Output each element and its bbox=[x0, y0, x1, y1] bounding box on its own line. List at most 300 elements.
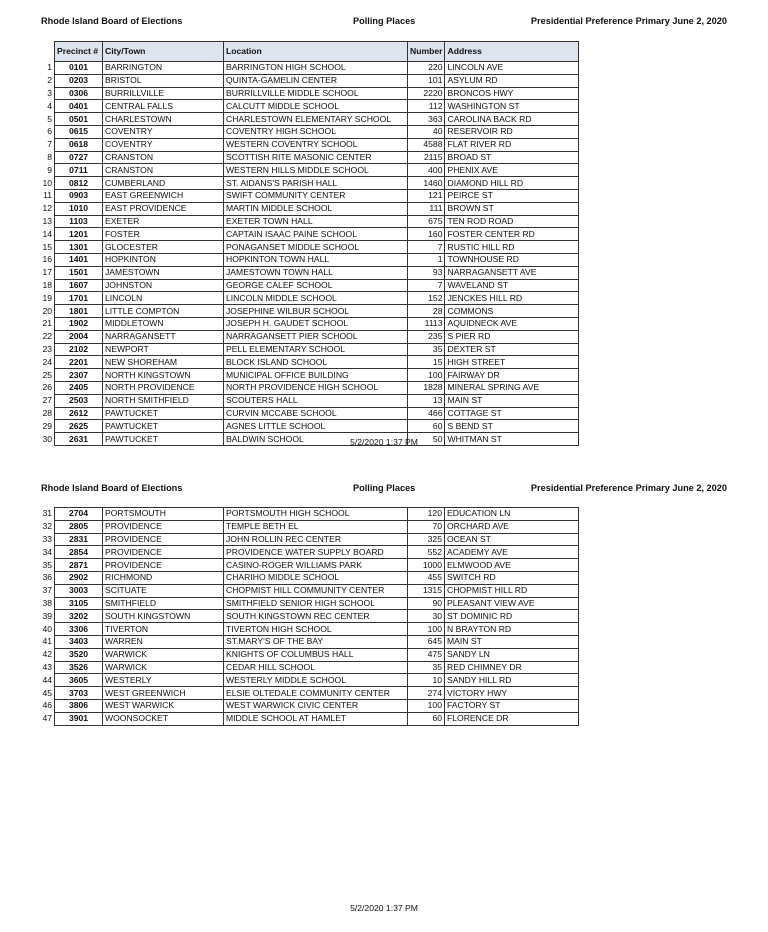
row-index: 44 bbox=[42, 674, 52, 685]
city-cell: NEW SHOREHAM bbox=[103, 356, 224, 369]
city-cell: CUMBERLAND bbox=[103, 177, 224, 190]
table-row bbox=[34, 317, 579, 330]
row-index-header bbox=[34, 42, 55, 62]
number-cell: 455 bbox=[408, 571, 445, 584]
address-cell: SWITCH RD bbox=[445, 571, 579, 584]
address-cell: RED CHIMNEY DR bbox=[445, 661, 579, 674]
precinct-cell: 1010 bbox=[55, 202, 103, 215]
number-cell: 90 bbox=[408, 597, 445, 610]
precinct-cell: 1902 bbox=[55, 317, 103, 330]
city-cell: NARRAGANSETT bbox=[103, 330, 224, 343]
city-cell: NORTH SMITHFIELD bbox=[103, 394, 224, 407]
row-index: 33 bbox=[42, 533, 52, 544]
city-cell: WEST WARWICK bbox=[103, 699, 224, 712]
row-index: 21 bbox=[42, 318, 52, 329]
report-title: Polling Places bbox=[353, 483, 416, 493]
row-index: 43 bbox=[42, 661, 52, 672]
precinct-cell: 1501 bbox=[55, 266, 103, 279]
number-cell: 475 bbox=[408, 648, 445, 661]
table-row bbox=[34, 508, 579, 521]
address-cell: S BEND ST bbox=[445, 420, 579, 433]
number-cell: 2220 bbox=[408, 87, 445, 100]
precinct-cell: 3105 bbox=[55, 597, 103, 610]
city-cell: FOSTER bbox=[103, 228, 224, 241]
row-index: 12 bbox=[42, 203, 52, 214]
address-cell: ST DOMINIC RD bbox=[445, 610, 579, 623]
location-cell: GEORGE CALEF SCHOOL bbox=[224, 279, 408, 292]
city-cell: PORTSMOUTH bbox=[103, 508, 224, 521]
row-index: 35 bbox=[42, 559, 52, 570]
number-cell: 35 bbox=[408, 661, 445, 674]
org-name: Rhode Island Board of Elections bbox=[41, 483, 183, 493]
address-cell: DEXTER ST bbox=[445, 343, 579, 356]
address-cell: ASYLUM RD bbox=[445, 74, 579, 87]
table-row bbox=[34, 546, 579, 559]
precinct-cell: 2201 bbox=[55, 356, 103, 369]
row-index: 4 bbox=[47, 100, 52, 111]
location-cell: CALCUTT MIDDLE SCHOOL bbox=[224, 100, 408, 113]
table-row bbox=[34, 241, 579, 254]
precinct-cell: 0903 bbox=[55, 189, 103, 202]
location-cell: SWIFT COMMUNITY CENTER bbox=[224, 189, 408, 202]
city-cell: PAWTUCKET bbox=[103, 420, 224, 433]
location-cell: ST. AIDANS'S PARISH HALL bbox=[224, 177, 408, 190]
row-index: 20 bbox=[42, 305, 52, 316]
table-row bbox=[34, 62, 579, 75]
precinct-cell: 0501 bbox=[55, 113, 103, 126]
address-cell: SANDY HILL RD bbox=[445, 674, 579, 687]
address-column-header: Address bbox=[445, 42, 579, 62]
address-cell: JENCKES HILL RD bbox=[445, 292, 579, 305]
city-cell: CRANSTON bbox=[103, 151, 224, 164]
row-index: 45 bbox=[42, 687, 52, 698]
location-cell: CHARIHO MIDDLE SCHOOL bbox=[224, 571, 408, 584]
address-cell: BROWN ST bbox=[445, 202, 579, 215]
city-cell: PROVIDENCE bbox=[103, 520, 224, 533]
location-cell: PELL ELEMENTARY SCHOOL bbox=[224, 343, 408, 356]
address-cell: WASHINGTON ST bbox=[445, 100, 579, 113]
org-name: Rhode Island Board of Elections bbox=[41, 16, 183, 26]
page-1-timestamp: 5/2/2020 1:37 PM bbox=[350, 437, 418, 447]
location-cell: ELSIE OLTEDALE COMMUNITY CENTER bbox=[224, 687, 408, 700]
location-cell: PROVIDENCE WATER SUPPLY BOARD bbox=[224, 546, 408, 559]
city-cell: LINCOLN bbox=[103, 292, 224, 305]
address-cell: FLORENCE DR bbox=[445, 712, 579, 725]
precinct-cell: 0101 bbox=[55, 62, 103, 75]
address-cell: MAIN ST bbox=[445, 394, 579, 407]
row-index: 42 bbox=[42, 649, 52, 660]
city-cell: PROVIDENCE bbox=[103, 559, 224, 572]
city-cell: WEST GREENWICH bbox=[103, 687, 224, 700]
number-cell: 10 bbox=[408, 674, 445, 687]
precinct-cell: 0812 bbox=[55, 177, 103, 190]
page-2-header bbox=[41, 483, 727, 497]
precinct-cell: 1607 bbox=[55, 279, 103, 292]
table-row bbox=[34, 584, 579, 597]
table-row bbox=[34, 87, 579, 100]
page-2-timestamp: 5/2/2020 1:37 PM bbox=[350, 903, 418, 913]
address-cell: CAROLINA BACK RD bbox=[445, 113, 579, 126]
number-cell: 363 bbox=[408, 113, 445, 126]
election-name: Presidential Preference Primary June 2, 2020 bbox=[530, 16, 727, 26]
number-cell: 552 bbox=[408, 546, 445, 559]
address-cell: BRONCOS HWY bbox=[445, 87, 579, 100]
number-cell: 1460 bbox=[408, 177, 445, 190]
precinct-cell: 3526 bbox=[55, 661, 103, 674]
table-row bbox=[34, 228, 579, 241]
number-cell: 93 bbox=[408, 266, 445, 279]
number-cell: 7 bbox=[408, 241, 445, 254]
city-cell: JOHNSTON bbox=[103, 279, 224, 292]
row-index: 11 bbox=[43, 190, 52, 201]
row-index: 31 bbox=[42, 508, 52, 519]
number-cell: 121 bbox=[408, 189, 445, 202]
row-index: 2 bbox=[47, 75, 52, 86]
page-1-header bbox=[41, 16, 727, 30]
number-cell: 1 bbox=[408, 253, 445, 266]
row-index: 5 bbox=[47, 113, 52, 124]
city-cell: NORTH KINGSTOWN bbox=[103, 369, 224, 382]
location-cell: WEST WARWICK CIVIC CENTER bbox=[224, 699, 408, 712]
city-cell: JAMESTOWN bbox=[103, 266, 224, 279]
location-cell: JOSEPH H. GAUDET SCHOOL bbox=[224, 317, 408, 330]
number-cell: 60 bbox=[408, 712, 445, 725]
location-cell: JOSEPHINE WILBUR SCHOOL bbox=[224, 305, 408, 318]
table-row bbox=[34, 687, 579, 700]
row-index: 34 bbox=[42, 546, 52, 557]
precinct-cell: 0618 bbox=[55, 138, 103, 151]
precinct-cell: 3306 bbox=[55, 623, 103, 636]
row-index: 29 bbox=[42, 420, 52, 431]
city-column-header: City/Town bbox=[103, 42, 224, 62]
precinct-cell: 2704 bbox=[55, 508, 103, 521]
row-index: 24 bbox=[42, 356, 52, 367]
row-index: 36 bbox=[42, 572, 52, 583]
table-row bbox=[34, 177, 579, 190]
number-cell: 2115 bbox=[408, 151, 445, 164]
precinct-cell: 3403 bbox=[55, 635, 103, 648]
address-cell: EDUCATION LN bbox=[445, 508, 579, 521]
number-cell: 1113 bbox=[408, 317, 445, 330]
location-cell: SCOTTISH RITE MASONIC CENTER bbox=[224, 151, 408, 164]
city-cell: MIDDLETOWN bbox=[103, 317, 224, 330]
location-cell: AGNES LITTLE SCHOOL bbox=[224, 420, 408, 433]
location-cell: MARTIN MIDDLE SCHOOL bbox=[224, 202, 408, 215]
address-cell: AQUIDNECK AVE bbox=[445, 317, 579, 330]
address-cell: FLAT RIVER RD bbox=[445, 138, 579, 151]
table-row bbox=[34, 610, 579, 623]
table-row bbox=[34, 635, 579, 648]
city-cell: EAST PROVIDENCE bbox=[103, 202, 224, 215]
city-cell: GLOCESTER bbox=[103, 241, 224, 254]
number-cell: 466 bbox=[408, 407, 445, 420]
table-header-row bbox=[34, 42, 579, 62]
address-cell: HIGH STREET bbox=[445, 356, 579, 369]
location-cell: WESTERLY MIDDLE SCHOOL bbox=[224, 674, 408, 687]
precinct-cell: 2503 bbox=[55, 394, 103, 407]
location-cell: COVENTRY HIGH SCHOOL bbox=[224, 125, 408, 138]
number-cell: 101 bbox=[408, 74, 445, 87]
row-index: 14 bbox=[42, 228, 52, 239]
location-cell: PONAGANSET MIDDLE SCHOOL bbox=[224, 241, 408, 254]
polling-places-table-page-1 bbox=[34, 41, 579, 446]
table-row bbox=[34, 533, 579, 546]
city-cell: PAWTUCKET bbox=[103, 433, 224, 446]
address-cell: BROAD ST bbox=[445, 151, 579, 164]
number-cell: 15 bbox=[408, 356, 445, 369]
number-cell: 100 bbox=[408, 699, 445, 712]
location-cell: CEDAR HILL SCHOOL bbox=[224, 661, 408, 674]
row-index: 41 bbox=[42, 636, 52, 647]
city-cell: SCITUATE bbox=[103, 584, 224, 597]
location-cell: LINCOLN MIDDLE SCHOOL bbox=[224, 292, 408, 305]
address-cell: ORCHARD AVE bbox=[445, 520, 579, 533]
number-cell: 274 bbox=[408, 687, 445, 700]
address-cell: ACADEMY AVE bbox=[445, 546, 579, 559]
precinct-cell: 2805 bbox=[55, 520, 103, 533]
precinct-cell: 1103 bbox=[55, 215, 103, 228]
row-index: 9 bbox=[47, 164, 52, 175]
location-cell: WESTERN COVENTRY SCHOOL bbox=[224, 138, 408, 151]
row-index: 1 bbox=[47, 62, 52, 73]
address-cell: WAVELAND ST bbox=[445, 279, 579, 292]
precinct-cell: 2854 bbox=[55, 546, 103, 559]
row-index: 38 bbox=[42, 597, 52, 608]
address-cell: RUSTIC HILL RD bbox=[445, 241, 579, 254]
address-cell: N BRAYTON RD bbox=[445, 623, 579, 636]
precinct-cell: 1701 bbox=[55, 292, 103, 305]
table-row bbox=[34, 343, 579, 356]
number-cell: 28 bbox=[408, 305, 445, 318]
table-row bbox=[34, 623, 579, 636]
row-index: 27 bbox=[42, 395, 52, 406]
number-cell: 7 bbox=[408, 279, 445, 292]
city-cell: PROVIDENCE bbox=[103, 546, 224, 559]
number-cell: 645 bbox=[408, 635, 445, 648]
address-cell: FOSTER CENTER RD bbox=[445, 228, 579, 241]
city-cell: TIVERTON bbox=[103, 623, 224, 636]
precinct-cell: 0401 bbox=[55, 100, 103, 113]
table-row bbox=[34, 266, 579, 279]
address-cell: LINCOLN AVE bbox=[445, 62, 579, 75]
city-cell: CHARLESTOWN bbox=[103, 113, 224, 126]
address-cell: S PIER RD bbox=[445, 330, 579, 343]
location-cell: CAPTAIN ISAAC PAINE SCHOOL bbox=[224, 228, 408, 241]
city-cell: BURRILLVILLE bbox=[103, 87, 224, 100]
row-index: 15 bbox=[42, 241, 52, 252]
city-cell: WARWICK bbox=[103, 648, 224, 661]
number-cell: 220 bbox=[408, 62, 445, 75]
precinct-cell: 2871 bbox=[55, 559, 103, 572]
table-row bbox=[34, 125, 579, 138]
address-cell: FACTORY ST bbox=[445, 699, 579, 712]
precinct-cell: 2102 bbox=[55, 343, 103, 356]
table-body-page-2 bbox=[34, 508, 579, 726]
table-row bbox=[34, 113, 579, 126]
table-row bbox=[34, 215, 579, 228]
number-cell: 1000 bbox=[408, 559, 445, 572]
number-cell: 111 bbox=[408, 202, 445, 215]
report-title: Polling Places bbox=[353, 16, 416, 26]
row-index: 19 bbox=[42, 292, 52, 303]
election-name: Presidential Preference Primary June 2, 2020 bbox=[530, 483, 727, 493]
location-cell: PORTSMOUTH HIGH SCHOOL bbox=[224, 508, 408, 521]
table-row bbox=[34, 381, 579, 394]
address-cell: TOWNHOUSE RD bbox=[445, 253, 579, 266]
row-index: 16 bbox=[42, 254, 52, 265]
city-cell: WOONSOCKET bbox=[103, 712, 224, 725]
number-cell: 160 bbox=[408, 228, 445, 241]
location-cell: KNIGHTS OF COLUMBUS HALL bbox=[224, 648, 408, 661]
table-row bbox=[34, 74, 579, 87]
location-cell: JOHN ROLLIN REC CENTER bbox=[224, 533, 408, 546]
address-cell: VICTORY HWY bbox=[445, 687, 579, 700]
precinct-cell: 3703 bbox=[55, 687, 103, 700]
table-row bbox=[34, 571, 579, 584]
number-cell: 120 bbox=[408, 508, 445, 521]
table-row bbox=[34, 164, 579, 177]
location-cell: TEMPLE BETH EL bbox=[224, 520, 408, 533]
number-cell: 112 bbox=[408, 100, 445, 113]
precinct-cell: 0615 bbox=[55, 125, 103, 138]
table-row bbox=[34, 559, 579, 572]
table-row bbox=[34, 394, 579, 407]
city-cell: PAWTUCKET bbox=[103, 407, 224, 420]
address-cell: SANDY LN bbox=[445, 648, 579, 661]
table-row bbox=[34, 202, 579, 215]
table-row bbox=[34, 712, 579, 725]
row-index: 22 bbox=[42, 331, 52, 342]
table-row bbox=[34, 189, 579, 202]
precinct-cell: 2831 bbox=[55, 533, 103, 546]
table-row bbox=[34, 699, 579, 712]
address-cell: WHITMAN ST bbox=[445, 433, 579, 446]
city-cell: COVENTRY bbox=[103, 125, 224, 138]
city-cell: EAST GREENWICH bbox=[103, 189, 224, 202]
row-index: 47 bbox=[42, 713, 52, 724]
precinct-cell: 0306 bbox=[55, 87, 103, 100]
address-cell: DIAMOND HILL RD bbox=[445, 177, 579, 190]
address-cell: PHENIX AVE bbox=[445, 164, 579, 177]
table-row bbox=[34, 151, 579, 164]
table-row bbox=[34, 356, 579, 369]
number-cell: 100 bbox=[408, 623, 445, 636]
address-cell: MINERAL SPRING AVE bbox=[445, 381, 579, 394]
number-cell: 1315 bbox=[408, 584, 445, 597]
city-cell: WARWICK bbox=[103, 661, 224, 674]
location-cell: BLOCK ISLAND SCHOOL bbox=[224, 356, 408, 369]
location-cell: EXETER TOWN HALL bbox=[224, 215, 408, 228]
precinct-cell: 2902 bbox=[55, 571, 103, 584]
row-index: 30 bbox=[42, 433, 52, 444]
number-cell: 70 bbox=[408, 520, 445, 533]
city-cell: LITTLE COMPTON bbox=[103, 305, 224, 318]
precinct-cell: 1201 bbox=[55, 228, 103, 241]
location-cell: SOUTH KINGSTOWN REC CENTER bbox=[224, 610, 408, 623]
city-cell: EXETER bbox=[103, 215, 224, 228]
precinct-cell: 3520 bbox=[55, 648, 103, 661]
row-index: 25 bbox=[42, 369, 52, 380]
location-cell: SCOUTERS HALL bbox=[224, 394, 408, 407]
address-cell: PLEASANT VIEW AVE bbox=[445, 597, 579, 610]
precinct-cell: 1401 bbox=[55, 253, 103, 266]
city-cell: BRISTOL bbox=[103, 74, 224, 87]
precinct-cell: 2625 bbox=[55, 420, 103, 433]
row-index: 13 bbox=[42, 215, 52, 226]
table-row bbox=[34, 100, 579, 113]
table-row bbox=[34, 138, 579, 151]
number-cell: 675 bbox=[408, 215, 445, 228]
table-row bbox=[34, 305, 579, 318]
row-index: 10 bbox=[42, 177, 52, 188]
location-cell: WESTERN HILLS MIDDLE SCHOOL bbox=[224, 164, 408, 177]
row-index: 8 bbox=[47, 151, 52, 162]
location-cell: BARRINGTON HIGH SCHOOL bbox=[224, 62, 408, 75]
precinct-cell: 0727 bbox=[55, 151, 103, 164]
table-row bbox=[34, 661, 579, 674]
precinct-cell: 0711 bbox=[55, 164, 103, 177]
number-cell: 152 bbox=[408, 292, 445, 305]
precinct-cell: 3901 bbox=[55, 712, 103, 725]
precinct-cell: 2631 bbox=[55, 433, 103, 446]
address-cell: MAIN ST bbox=[445, 635, 579, 648]
city-cell: WARREN bbox=[103, 635, 224, 648]
polling-places-table-page-2 bbox=[34, 507, 579, 726]
location-cell: MUNICIPAL OFFICE BUILDING bbox=[224, 369, 408, 382]
location-cell: CHARLESTOWN ELEMENTARY SCHOOL bbox=[224, 113, 408, 126]
city-cell: WESTERLY bbox=[103, 674, 224, 687]
row-index: 23 bbox=[42, 343, 52, 354]
number-cell: 1828 bbox=[408, 381, 445, 394]
precinct-column-header: Precinct # bbox=[55, 42, 103, 62]
number-cell: 50 bbox=[408, 433, 445, 446]
city-cell: BARRINGTON bbox=[103, 62, 224, 75]
city-cell: NORTH PROVIDENCE bbox=[103, 381, 224, 394]
number-cell: 325 bbox=[408, 533, 445, 546]
location-cell: SMITHFIELD SENIOR HIGH SCHOOL bbox=[224, 597, 408, 610]
table-row bbox=[34, 648, 579, 661]
number-cell: 35 bbox=[408, 343, 445, 356]
address-cell: ELMWOOD AVE bbox=[445, 559, 579, 572]
location-cell: CHOPMIST HILL COMMUNITY CENTER bbox=[224, 584, 408, 597]
city-cell: NEWPORT bbox=[103, 343, 224, 356]
city-cell: COVENTRY bbox=[103, 138, 224, 151]
row-index: 40 bbox=[42, 623, 52, 634]
row-index: 26 bbox=[42, 382, 52, 393]
row-index: 17 bbox=[42, 267, 52, 278]
row-index: 37 bbox=[42, 585, 52, 596]
precinct-cell: 3202 bbox=[55, 610, 103, 623]
address-cell: COMMONS bbox=[445, 305, 579, 318]
location-cell: CASINO-ROGER WILLIAMS PARK bbox=[224, 559, 408, 572]
city-cell: CRANSTON bbox=[103, 164, 224, 177]
number-cell: 400 bbox=[408, 164, 445, 177]
precinct-cell: 3806 bbox=[55, 699, 103, 712]
city-cell: SMITHFIELD bbox=[103, 597, 224, 610]
city-cell: CENTRAL FALLS bbox=[103, 100, 224, 113]
city-cell: SOUTH KINGSTOWN bbox=[103, 610, 224, 623]
row-index: 46 bbox=[42, 700, 52, 711]
number-cell: 100 bbox=[408, 369, 445, 382]
table-row bbox=[34, 369, 579, 382]
row-index: 6 bbox=[47, 126, 52, 137]
number-cell: 235 bbox=[408, 330, 445, 343]
location-cell: QUINTA-GAMELIN CENTER bbox=[224, 74, 408, 87]
table-body-page-1 bbox=[34, 62, 579, 446]
table-row bbox=[34, 292, 579, 305]
table-row bbox=[34, 420, 579, 433]
precinct-cell: 2307 bbox=[55, 369, 103, 382]
